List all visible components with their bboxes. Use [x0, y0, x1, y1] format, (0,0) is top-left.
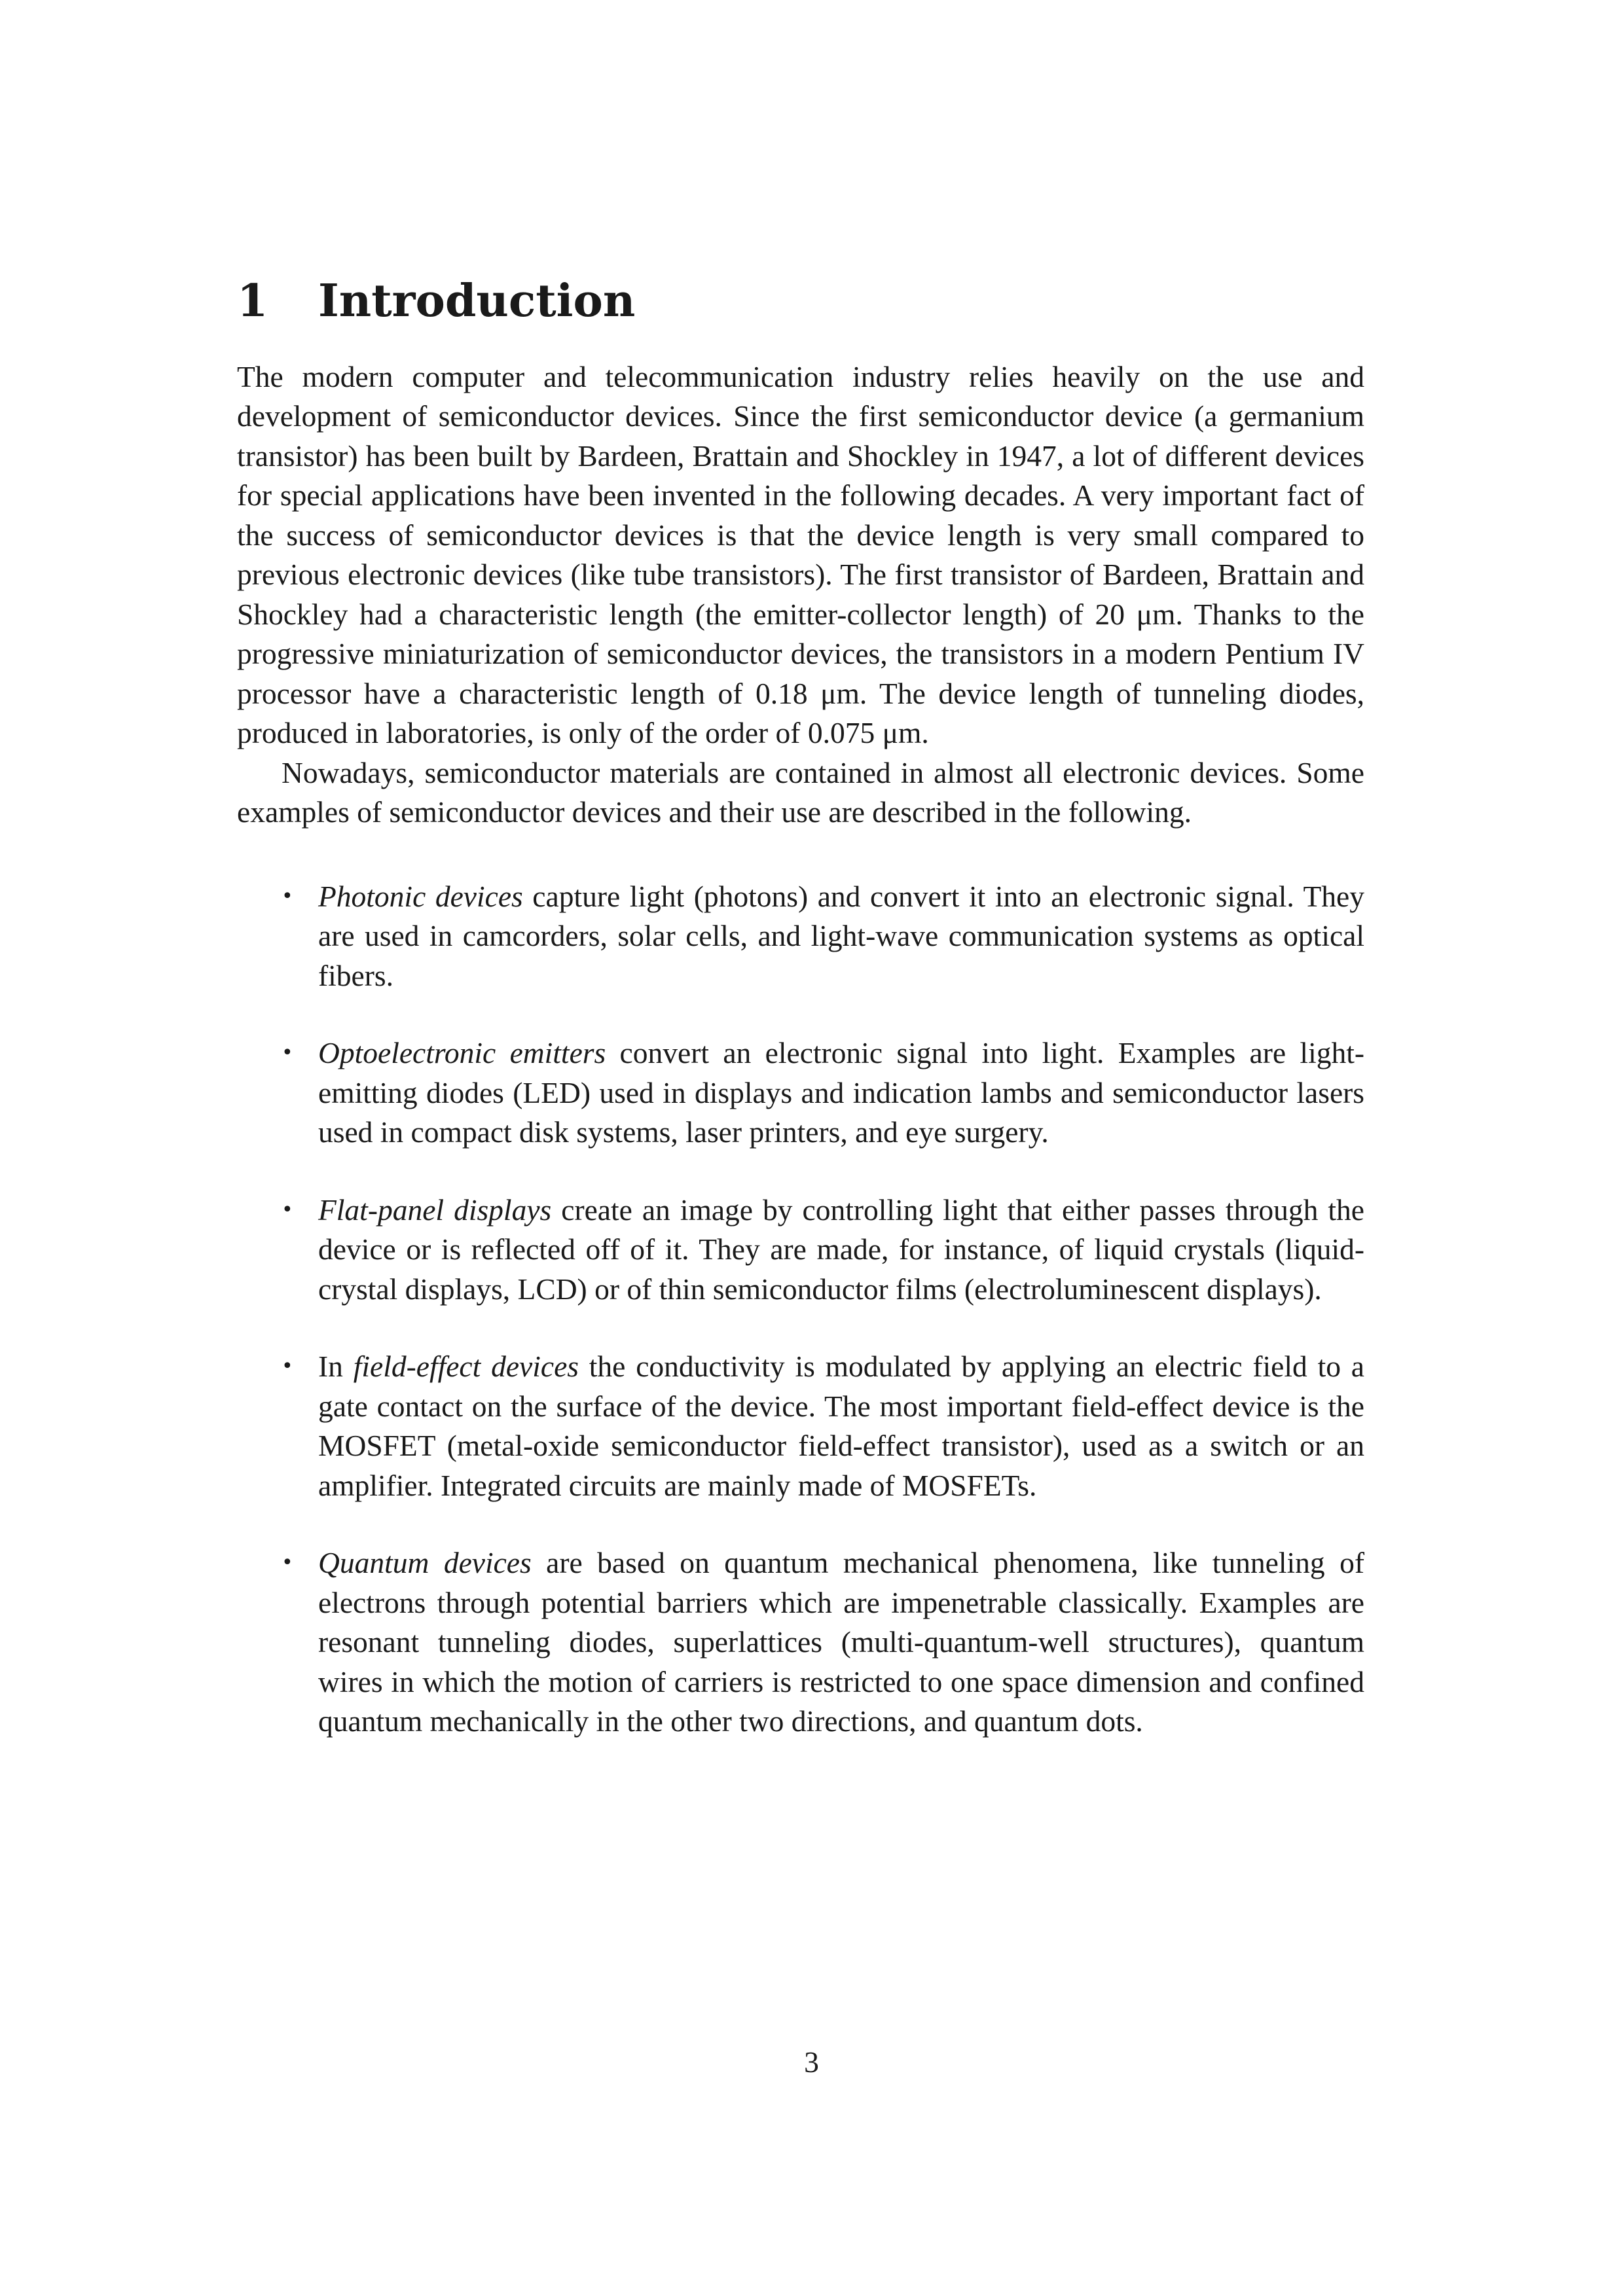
page-content: [237, 275, 1364, 1780]
list-item-flat-panel-displays: [237, 1191, 1364, 1310]
page-number: 3: [804, 2045, 819, 2079]
term-field-effect-devices: field-effect devices: [353, 1350, 579, 1384]
bullet-icon: •: [282, 1041, 293, 1065]
description-flat-panel-displays: create an image by controlling light that either passes through the device or is reflected off of it. They are made, for instance, of liquid crystals (liquid-crystal displays, LCD) or of thin semiconductor films (electroluminescent displays).: [318, 1193, 1364, 1306]
term-optoelectronic-emitters: Optoelectronic emitters: [318, 1036, 606, 1070]
list-item-field-effect-devices: [237, 1347, 1364, 1505]
bullet-icon: •: [282, 1355, 293, 1378]
section-title: Introduction: [318, 275, 636, 327]
description-photonic-devices: capture light (photons) and convert it into an electronic signal. They are used in camcorders, solar cells, and light-wave communication systems as optical fibers.: [318, 879, 1364, 992]
list-item-photonic-devices: [237, 877, 1364, 996]
prefix-field-effect-devices: In: [318, 1350, 354, 1384]
term-quantum-devices: Quantum devices: [318, 1546, 532, 1580]
examples-paragraph: Nowadays, semiconductor materials are contained in almost all electronic devices. Some examples of semiconductor devices and their use are described in the following.: [237, 755, 1364, 829]
intro-paragraph: The modern computer and telecommunication industry relies heavily on the use and development of semiconductor devices. Since the first semiconductor device (a germanium transistor) has been built by Bardeen, Brattain and Shockley in 1947, a lot of different devices for special applications have been invented in the following decades. A very important fact of the success of semiconductor devices is that the device length is very small compared to previous electronic devices (like tube transistors). The first transistor of Bardeen, Brattain and Shockley had a characteristic length (the emitter-collector length) of 20 μm. Thanks to the progressive miniaturization of semiconductor devices, the transistors in a modern Pentium IV processor have a characteristic length of 0.18 μm. The device length of tunneling diodes, produced in laboratories, is only of the order of 0.075 μm.: [237, 359, 1364, 750]
description-field-effect-devices: the conductivity is modulated by applying an electric field to a gate contact on the surface of the device. The most important field-effect device is the MOSFET (metal-oxide semiconductor field-effect transistor), used as a switch or an amplifier. Integrated circuits are mainly made of MOSFETs.: [318, 1350, 1364, 1502]
section-heading: [237, 275, 1364, 329]
list-item-optoelectronic-emitters: [237, 1033, 1364, 1153]
list-item-quantum-devices: [237, 1543, 1364, 1742]
bullet-icon: •: [282, 1198, 293, 1221]
section-number: 1: [237, 275, 268, 327]
bullet-icon: •: [282, 884, 293, 908]
device-list: [237, 877, 1364, 1742]
bullet-icon: •: [282, 1551, 293, 1575]
term-flat-panel-displays: Flat-panel displays: [318, 1193, 552, 1227]
description-optoelectronic-emitters: convert an electronic signal into light. Examples are light-emitting diodes (LED) used in displays and indication lambs and semiconductor lasers used in compact disk systems, laser printers, and eye surgery.: [318, 1036, 1365, 1149]
description-quantum-devices: are based on quantum mechanical phenomena, like tunneling of electrons through potential barriers which are impenetrable classically. Examples are resonant tunneling diodes, superlattices (multi-quantum-well structures), quantum wires in which the motion of carriers is restricted to one space dimension and confined quantum mechanically in the other two directions, and quantum dots.: [318, 1546, 1364, 1738]
term-photonic-devices: Photonic devices: [318, 879, 523, 913]
